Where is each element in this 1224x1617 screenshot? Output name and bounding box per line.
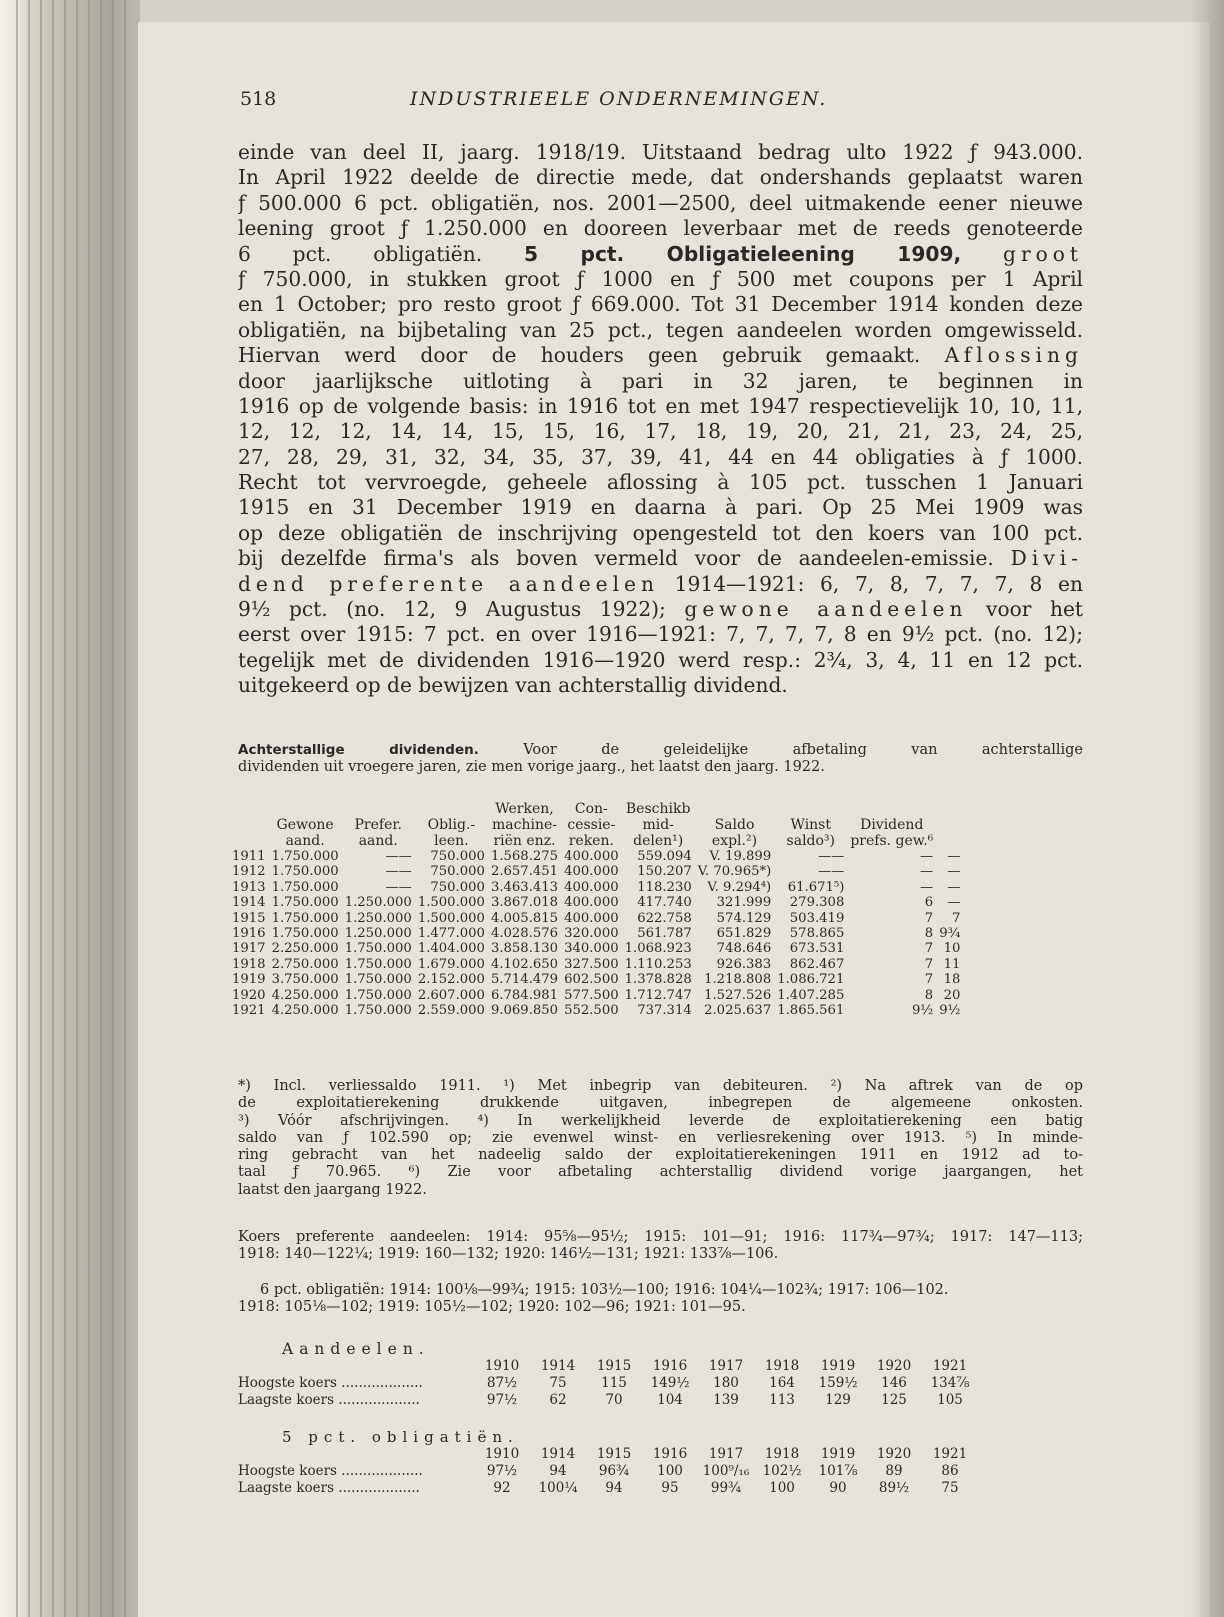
table-cell: 7 [924, 972, 934, 988]
price-cell: 125 [881, 1392, 907, 1408]
table-cell: — [947, 864, 961, 880]
column-header: Con- [574, 801, 608, 817]
table-cell: 1.500.000 [417, 895, 485, 911]
table-header-row [232, 817, 963, 833]
column-header [269, 801, 342, 817]
table-cell: 1.500.000 [417, 910, 485, 926]
price-cell: 70 [605, 1392, 623, 1408]
table-cell: 1.086.721 [777, 972, 845, 988]
year-cell: 1914 [540, 1358, 576, 1374]
table-cell: 1.477.000 [417, 926, 485, 942]
table-cell: —— [385, 879, 412, 895]
column-header [847, 801, 936, 817]
text-line [238, 242, 1083, 267]
table-cell: 1.407.285 [777, 987, 845, 1003]
row-label: Hoogste koers ................... [238, 1463, 423, 1479]
table-cell: 9¾ [939, 926, 961, 942]
table-cell: 2.750.000 [271, 956, 339, 972]
table-cell: 748.646 [716, 941, 772, 957]
table-cell: 11 [943, 956, 961, 972]
page-shadow [1190, 0, 1224, 1617]
price-cell: 146 [881, 1375, 907, 1391]
price-cell: 97½ [486, 1392, 518, 1408]
table-cell: 4.005.815 [490, 910, 559, 926]
table-cell: 400.000 [564, 879, 619, 895]
text-line: einde van deel II, jaarg. 1918/19. Uitstaand bedrag ulto 1922 ƒ 943.000. [238, 140, 1083, 164]
table-cell: — [920, 849, 934, 864]
price-cell: 96¾ [598, 1463, 630, 1479]
year-cell: 1920 [876, 1358, 912, 1374]
table-cell: 1.250.000 [344, 910, 412, 926]
text-segment: Voor de geleidelijke afbetaling van achterstallige [523, 742, 1083, 758]
year-cell: 1921 [932, 1446, 968, 1462]
price-cell: 100 [769, 1480, 795, 1496]
table-cell: 4.102.650 [490, 956, 559, 972]
table-cell: 737.314 [637, 1003, 692, 1019]
row-label: Laagste koers ................... [238, 1392, 420, 1408]
table-cell: 3.463.413 [490, 879, 559, 895]
running-title: INDUSTRIEELE ONDERNEMINGEN. [410, 88, 828, 110]
table-row [232, 988, 963, 1003]
table-cell: 750.000 [430, 849, 485, 864]
price-cell: 100 [657, 1463, 683, 1479]
year-cell: 1918 [764, 1358, 800, 1374]
price-cell: 134⅞ [930, 1375, 970, 1391]
price-cell: 102½ [762, 1463, 802, 1479]
price-cell: 115 [601, 1375, 627, 1391]
table-cell: 9½ [939, 1003, 961, 1019]
text-segment: bij dezelfde firma's als boven vermeld voor de aandeelen-emissie. [238, 546, 994, 571]
obligatien-price-table [238, 1446, 978, 1497]
price-cell: 164 [769, 1375, 795, 1391]
table-cell: 9.069.850 [490, 1003, 559, 1019]
table-cell: 1.250.000 [344, 926, 412, 942]
text-line: 1915 en 31 December 1919 en daarna à pari. Op 25 Mei 1909 was [238, 495, 1083, 520]
column-header [774, 801, 847, 817]
table-cell: 3.750.000 [271, 972, 339, 988]
table-row [232, 957, 963, 972]
table-cell: 1914 [232, 895, 266, 911]
table-cell: —— [817, 864, 845, 880]
column-header: expl.²) [711, 833, 758, 849]
table-cell: 1.218.808 [704, 972, 772, 988]
table-cell: 750.000 [430, 879, 485, 895]
text-line: ƒ 750.000, in stukken groot ƒ 1000 en ƒ 500 met coupons per 1 April [238, 266, 1083, 291]
table-row [232, 941, 963, 956]
text-line: ƒ 500.000 6 pct. obligatiën, nos. 2001—2500, deel uitmakende eener nieuwe [238, 190, 1083, 215]
table-cell: 1.068.923 [624, 941, 692, 957]
price-cell: 97½ [486, 1463, 518, 1479]
year-row [238, 1358, 978, 1375]
table-cell: —— [817, 849, 845, 864]
text-segment-spaced: Aflossing [944, 343, 1083, 368]
column-header: riën enz. [493, 833, 556, 849]
text-segment-spaced: Divi- [1010, 546, 1083, 571]
table-cell: 1.250.000 [344, 895, 412, 911]
price-cell: 100⁹/₁₆ [702, 1463, 750, 1479]
table-cell: 552.500 [564, 1003, 619, 1019]
price-cell: 159½ [818, 1375, 858, 1391]
table-cell: —— [385, 849, 412, 864]
row-label: Hoogste koers ................... [238, 1375, 423, 1391]
text-line [238, 546, 1083, 571]
price-cell: 89½ [878, 1480, 910, 1496]
table-cell: V. 9.294⁴) [707, 879, 772, 895]
price-cell: 94 [605, 1480, 623, 1496]
table-cell: 400.000 [564, 864, 619, 880]
footnote-line: ring gebracht van het nadeelig saldo der exploitatierekeningen 1911 en 1912 ad to- [238, 1147, 1083, 1164]
text-line [238, 597, 1083, 622]
text-line: tegelijk met de dividenden 1916—1920 werd resp.: 2¾, 3, 4, 11 en 12 pct. [238, 647, 1083, 672]
column-header: machine- [492, 817, 557, 833]
year-cell: 1920 [876, 1446, 912, 1462]
footnote-line: saldo van ƒ 102.590 op; zie evenwel winst- en verliesrekening over 1913. ⁵) In minde- [238, 1129, 1083, 1146]
table-cell: 577.500 [564, 987, 619, 1003]
row-label [238, 1446, 474, 1463]
year-cell: 1910 [484, 1358, 520, 1374]
column-header [415, 801, 488, 817]
price-cell: 90 [829, 1480, 847, 1496]
table-cell: 1913 [232, 879, 266, 895]
table-cell: V. 19.899 [709, 849, 772, 864]
table-cell: 8 [924, 987, 934, 1003]
year-cell: 1916 [652, 1446, 688, 1462]
table-cell: 1.750.000 [271, 864, 339, 880]
text-segment-spaced: gewone aandeelen [684, 597, 968, 622]
laagste-row [238, 1480, 978, 1497]
table-cell: 20 [943, 987, 961, 1003]
section-heading-obligatieleening: 5 pct. Obligatieleening 1909, [524, 241, 962, 266]
table-cell: 1915 [232, 910, 266, 926]
table-cell: 1920 [232, 987, 266, 1003]
koers-line: 6 pct. obligatiën: 1914: 100⅛—99¾; 1915: 103½—100; 1916: 104¼—102¾; 1917: 106—102. [260, 1282, 949, 1298]
text-segment: groot [1003, 241, 1083, 266]
table-header-row [232, 801, 963, 817]
table-cell: — [920, 864, 934, 880]
table-cell: 862.467 [789, 956, 845, 972]
table-cell: 400.000 [564, 910, 619, 926]
year-cell: 1915 [596, 1446, 632, 1462]
koers-preferente [238, 1229, 1083, 1264]
year-row [238, 1446, 978, 1463]
table-cell: 1.865.561 [777, 1003, 845, 1019]
table-cell: 1.679.000 [417, 956, 485, 972]
table-cell: 1.750.000 [271, 879, 339, 895]
footnotes [238, 1078, 1083, 1199]
table-cell: 2.152.000 [417, 972, 485, 988]
hoogste-row [238, 1375, 978, 1392]
table-cell: 3.867.018 [490, 895, 559, 911]
table-cell: 1.750.000 [271, 895, 339, 911]
column-header: Prefer. [354, 817, 402, 833]
column-header: Dividend [860, 817, 924, 833]
year-cell: 1917 [708, 1358, 744, 1374]
year-cell: 1919 [820, 1446, 856, 1462]
price-cell: 139 [713, 1392, 739, 1408]
table-cell: 327.500 [564, 956, 619, 972]
column-header [695, 801, 774, 817]
row-label [238, 1358, 474, 1375]
text-segment: voor het [986, 597, 1083, 622]
footnote-line: taal ƒ 70.965. ⁶) Zie voor afbetaling achterstallig dividend vorige jaargangen, het [238, 1164, 1083, 1181]
table-cell: 1917 [232, 941, 266, 957]
text-line: uitgekeerd op de bewijzen van achterstallig dividend. [238, 673, 788, 698]
table-cell: 9½ [912, 1003, 934, 1019]
text-line: In April 1922 deelde de directie mede, dat ondershands geplaatst waren [238, 165, 1083, 190]
table-cell: 7 [924, 956, 934, 972]
row-label: Laagste koers ................... [238, 1480, 420, 1496]
table-cell: 574.129 [716, 910, 772, 926]
table-cell: 6.784.981 [490, 987, 559, 1003]
column-header: Oblig.- [427, 817, 476, 833]
table-cell: 3.858.130 [490, 941, 559, 957]
table-cell: 5.714.479 [490, 972, 559, 988]
price-cell: 87½ [486, 1375, 518, 1391]
table-cell: 1.750.000 [271, 910, 339, 926]
price-cell: 113 [769, 1392, 795, 1408]
table-cell: —— [385, 864, 412, 880]
table-header-row [232, 833, 963, 849]
table-cell: 2.559.000 [417, 1003, 485, 1019]
financial-table [232, 801, 963, 1018]
table-cell: 18 [943, 972, 961, 988]
price-cell: 75 [941, 1480, 959, 1496]
footnote-line: de exploitatierekening drukkende uitgaven, inbegrepen de algemeene onkosten. [238, 1095, 1083, 1112]
koers-line: 1918: 140—122¼; 1919: 160—132; 1920: 146½—131; 1921: 133⅞—106. [238, 1246, 779, 1263]
table-cell: 7 [924, 910, 934, 926]
table-row [232, 849, 963, 864]
price-cell: 129 [825, 1392, 851, 1408]
footnote-line: *) Incl. verliessaldo 1911. ¹) Met inbegrip van debiteuren. ²) Na aftrek van de op [238, 1078, 1083, 1094]
table-cell: 1911 [232, 849, 266, 864]
table-cell: 8 [924, 926, 934, 942]
column-header [342, 801, 415, 817]
year-cell: 1921 [932, 1358, 968, 1374]
table-row [232, 1003, 963, 1018]
year-cell: 1910 [484, 1446, 520, 1462]
table-cell: 1.750.000 [344, 987, 412, 1003]
column-header: aand. [358, 833, 398, 849]
table-cell: 1.750.000 [344, 941, 412, 957]
column-header: Gewone [276, 817, 334, 833]
hoogste-row [238, 1463, 978, 1480]
column-header: delen¹) [633, 833, 684, 849]
text-line: obligatiën, na bijbetaling van 25 pct., tegen aandeelen worden omgewisseld. [238, 317, 1083, 342]
price-cell: 89 [885, 1463, 903, 1479]
table-cell: 1.750.000 [344, 1003, 412, 1019]
price-cell: 149½ [650, 1375, 690, 1391]
obligatien-title: 5 pct. obligatiën. [282, 1428, 519, 1446]
year-cell: 1919 [820, 1358, 856, 1374]
column-header: prefs. gew.⁶ [850, 833, 934, 849]
table-row [232, 880, 963, 895]
column-header [232, 817, 269, 833]
table-cell: 320.000 [564, 926, 619, 942]
price-cell: 100¼ [538, 1480, 578, 1496]
table-cell: 150.207 [637, 864, 692, 880]
text-segment: Hiervan werd door de houders geen gebruik gemaakt. [238, 343, 921, 368]
table-cell: 1.404.000 [417, 941, 485, 957]
table-cell: 1.110.253 [624, 956, 692, 972]
table-cell: 1.712.747 [624, 987, 692, 1003]
table-cell: V. 70.965*) [697, 864, 772, 880]
text-line: en 1 October; pro resto groot ƒ 669.000. Tot 31 December 1914 konden deze [238, 292, 1083, 317]
price-cell: 75 [549, 1375, 567, 1391]
column-header [232, 801, 269, 817]
year-cell: 1917 [708, 1446, 744, 1462]
year-cell: 1916 [652, 1358, 688, 1374]
table-cell: 279.308 [789, 895, 845, 911]
table-cell: 503.419 [789, 910, 845, 926]
price-cell: 86 [941, 1463, 959, 1479]
text-line: 27, 28, 29, 31, 32, 34, 35, 37, 39, 41, 44 en 44 obligaties à ƒ 1000. [238, 444, 1083, 469]
table-cell: 1916 [232, 926, 266, 942]
table-cell: 651.829 [716, 926, 772, 942]
table-cell: 1918 [232, 956, 266, 972]
text-line [238, 572, 1083, 597]
table-cell: 1.378.828 [624, 972, 692, 988]
price-cell: 101⅞ [818, 1463, 858, 1479]
column-header: mid- [642, 817, 674, 833]
table-cell: 750.000 [430, 864, 485, 880]
text-line: op deze obligatiën de inschrijving opengesteld tot den koers van 100 pct. [238, 520, 1083, 545]
table-cell: 6 [924, 895, 934, 911]
table-cell: 400.000 [564, 849, 619, 864]
table-row [232, 972, 963, 987]
table-cell: — [947, 849, 961, 864]
text-line: eerst over 1915: 7 pct. en over 1916—1921: 7, 7, 7, 7, 8 en 9½ pct. (no. 12); [238, 622, 1083, 647]
table-cell: 7 [924, 941, 934, 957]
table-row [232, 864, 963, 879]
text-line: 1916 op de volgende basis: in 1916 tot en met 1947 respectievelijk 10, 10, 11, [238, 393, 1083, 418]
price-cell: 95 [661, 1480, 679, 1496]
table-cell: — [920, 879, 934, 895]
koers-obligatien [238, 1282, 1083, 1317]
price-cell: 99¾ [710, 1480, 742, 1496]
column-header: reken. [568, 833, 614, 849]
column-header: cessie- [567, 817, 616, 833]
table-cell: 559.094 [637, 849, 692, 864]
table-cell: 1912 [232, 864, 266, 880]
text-line: dividenden uit vroegere jaren, zie men vorige jaarg., het laatst den jaarg. 1922. [238, 759, 825, 775]
column-header: Saldo [714, 817, 755, 833]
year-cell: 1918 [764, 1446, 800, 1462]
text-segment: 6 pct. obligatiën. [238, 241, 483, 266]
table-cell: 400.000 [564, 895, 619, 911]
column-header: Winst [790, 817, 831, 833]
table-cell: 10 [943, 941, 961, 957]
table-cell: 1919 [232, 972, 266, 988]
table-cell: 622.758 [637, 910, 692, 926]
table-cell: 1921 [232, 1003, 266, 1019]
table-cell: 578.865 [789, 926, 845, 942]
text-line: door jaarlijksche uitloting à pari in 32 jaren, te beginnen in [238, 368, 1083, 393]
page-number: 518 [240, 88, 277, 110]
table-cell: 1.750.000 [344, 956, 412, 972]
text-line [238, 742, 1083, 759]
year-cell: 1915 [596, 1358, 632, 1374]
table-cell: 602.500 [564, 972, 619, 988]
table-row [232, 926, 963, 941]
price-cell: 92 [493, 1480, 511, 1496]
table-cell: 118.230 [637, 879, 692, 895]
table-cell: 417.740 [637, 895, 692, 911]
year-cell: 1914 [540, 1446, 576, 1462]
price-cell: 94 [549, 1463, 567, 1479]
laagste-row [238, 1392, 978, 1409]
achterstallig-section [238, 742, 1083, 776]
text-line [238, 343, 1083, 368]
text-line: Recht tot vervroegde, geheele aflossing à 105 pct. tusschen 1 Januari [238, 470, 1083, 495]
footnote-line: laatst den jaargang 1922. [238, 1181, 427, 1198]
footnote-line: ³) Vóór afschrijvingen. ⁴) In werkelijkheid leverde de exploitatierekening een batig [238, 1112, 1083, 1129]
column-header: leen. [434, 833, 469, 849]
price-cell: 62 [549, 1392, 567, 1408]
column-header: aand. [285, 833, 325, 849]
price-cell: 104 [657, 1392, 683, 1408]
table-cell: 561.787 [637, 926, 692, 942]
achterstallig-title: Achterstallige dividenden. [238, 742, 479, 758]
table-cell: 673.531 [789, 941, 845, 957]
table-row [232, 911, 963, 926]
table-cell: 7 [951, 910, 961, 926]
aandeelen-title: Aandeelen. [282, 1340, 430, 1358]
text-segment: 9½ pct. (no. 12, 9 Augustus 1922); [238, 597, 666, 622]
text-line: 12, 12, 12, 14, 14, 15, 15, 16, 17, 18, 19, 20, 21, 21, 23, 24, 25, [238, 419, 1083, 444]
table-cell: 1.750.000 [344, 972, 412, 988]
table-cell: 1.750.000 [271, 926, 339, 942]
table-cell: 2.657.451 [490, 864, 559, 880]
text-segment-spaced: dend preferente aandeelen [238, 571, 659, 596]
text-line: leening groot ƒ 1.250.000 en dooreen leverbaar met de reeds genoteerde [238, 216, 1083, 241]
table-cell: 2.250.000 [271, 941, 339, 957]
table-cell: 340.000 [564, 941, 619, 957]
column-header: Werken, [495, 801, 554, 817]
column-header: saldo³) [786, 833, 836, 849]
text-segment: 1914—1921: 6, 7, 8, 7, 7, 7, 8 en [674, 571, 1083, 596]
aandeelen-price-table [238, 1358, 978, 1409]
body-paragraph [238, 140, 1083, 699]
koers-line: 1918: 105⅛—102; 1919: 105½—102; 1920: 102—96; 1921: 101—95. [238, 1299, 746, 1316]
column-header [232, 833, 269, 849]
price-cell: 105 [937, 1392, 963, 1408]
book-spine [0, 0, 140, 1617]
price-cell: 180 [713, 1375, 739, 1391]
table-cell: — [947, 895, 961, 911]
table-cell: 1.750.000 [271, 849, 339, 864]
table-cell: 1.527.526 [704, 987, 772, 1003]
table-cell: 1.568.275 [490, 849, 559, 864]
koers-line: Koers preferente aandeelen: 1914: 95⅝—95½; 1915: 101—91; 1916: 117¾—97¾; 1917: 147—113; [238, 1229, 1083, 1245]
column-header: Beschikb [625, 801, 691, 817]
table-cell: 4.250.000 [271, 1003, 339, 1019]
table-cell: 2.607.000 [417, 987, 485, 1003]
table-cell: 321.999 [716, 895, 772, 911]
table-cell: 2.025.637 [704, 1003, 772, 1019]
table-cell: 4.250.000 [271, 987, 339, 1003]
table-cell: 4.028.576 [490, 926, 559, 942]
table-row [232, 895, 963, 910]
table-cell: 61.671⁵) [787, 879, 845, 895]
table-cell: — [947, 879, 961, 895]
table-cell: 926.383 [716, 956, 772, 972]
